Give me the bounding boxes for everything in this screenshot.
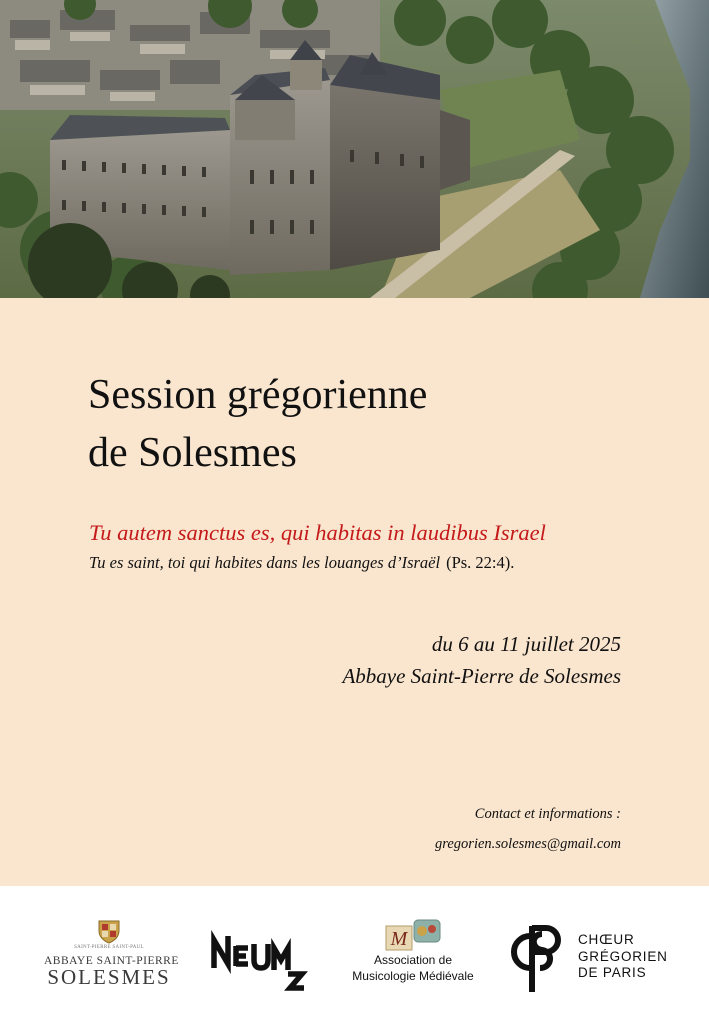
partner-logos-footer xyxy=(0,886,709,1024)
neumz-logo xyxy=(208,926,308,994)
illuminated-letter-icon xyxy=(384,918,442,952)
amm-logo-line-2: Musicologie Médiévale xyxy=(352,969,474,983)
french-translation xyxy=(89,553,514,573)
solesmes-abbey-logo xyxy=(44,918,179,998)
title-line-2: de Solesmes xyxy=(88,430,297,476)
psalm-reference: (Ps. 22:4). xyxy=(446,553,515,572)
abbey-aerial-photo xyxy=(0,0,709,298)
amm-logo-line-1: Association de xyxy=(373,953,453,967)
cgp-monogram-icon xyxy=(492,914,576,998)
coat-of-arms-icon xyxy=(96,918,122,944)
choeur-logo-line-1: CHŒUR xyxy=(578,932,635,947)
choeur-logo-line-2: GRÉGORIEN xyxy=(578,948,668,964)
title-line-1: Session grégorienne xyxy=(88,372,428,418)
solesmes-logo-line-1: ABBAYE SAINT-PIERRE xyxy=(44,955,179,967)
page-title xyxy=(88,366,427,482)
svg-text:M: M xyxy=(390,928,408,950)
choeur-logo-text xyxy=(578,932,668,982)
solesmes-logo-line-2: SOLESMES xyxy=(47,965,171,989)
latin-quote: Tu autem sanctus es, qui habitas in laudibus Israel xyxy=(89,520,546,545)
contact-email-link[interactable]: gregorien.solesmes@gmail.com xyxy=(435,836,621,852)
amm-logo xyxy=(338,918,488,1002)
solesmes-motto: SAINT-PIERRE SAINT-PAUL xyxy=(74,945,144,950)
session-location: Abbaye Saint-Pierre de Solesmes xyxy=(342,664,621,688)
french-translation-text: Tu es saint, toi qui habites dans les louanges d’Israël xyxy=(89,553,441,572)
choeur-gregorien-paris-logo xyxy=(492,914,682,998)
session-dates: du 6 au 11 juillet 2025 xyxy=(431,632,621,656)
contact-label: Contact et informations : xyxy=(474,806,621,822)
choeur-logo-line-3: DE PARIS xyxy=(578,965,647,980)
